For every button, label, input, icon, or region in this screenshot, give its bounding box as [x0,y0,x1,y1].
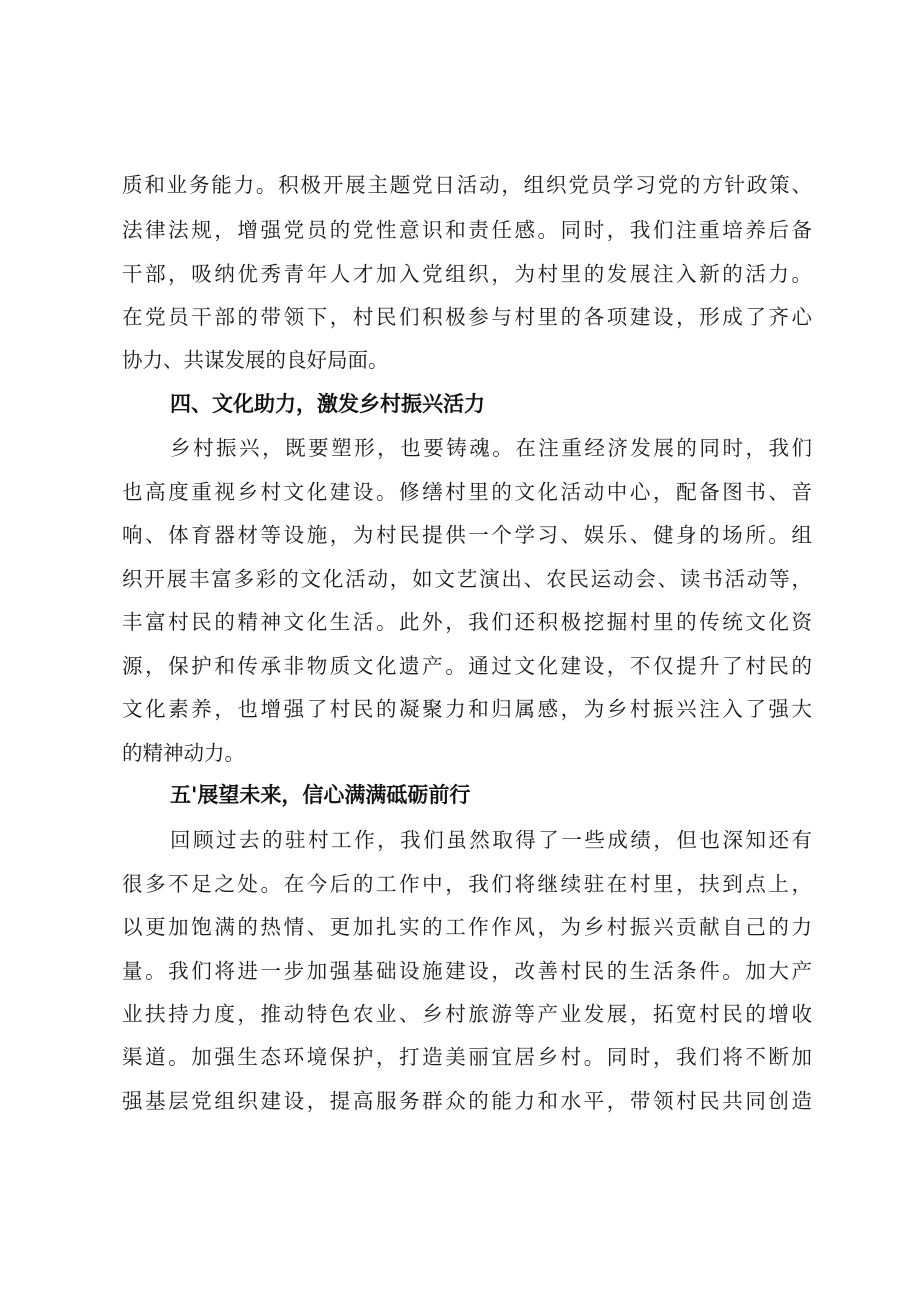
section-heading: 五'展望未来，信心满满砥砺前行 [170,783,471,807]
paragraph-line: 质和业务能力。积极开展主题党日活动，组织党员学习党的方针政策、 [122,173,812,197]
paragraph-line: 也高度重视乡村文化建设。修缮村里的文化活动中心，配备图书、音 [122,480,812,504]
paragraph-line: 织开展丰富多彩的文化活动，如文艺演出、农民运动会、读书活动等， [122,567,812,591]
section-heading: 四、文化助力，激发乡村振兴活力 [170,392,485,416]
paragraph-line: 文化素养，也增强了村民的凝聚力和归属感，为乡村振兴注入了强大 [122,697,812,721]
paragraph-line: 业扶持力度，推动特色农业、乡村旅游等产业发展，拓宽村民的增收 [122,1002,812,1026]
paragraph-line: 回顾过去的驻村工作，我们虽然取得了一些成绩，但也深知还有 [170,828,812,852]
paragraph-line: 强基层党组织建设，提高服务群众的能力和水平，带领村民共同创造 [122,1089,812,1113]
paragraph-line: 丰富村民的精神文化生活。此外，我们还积极挖掘村里的传统文化资 [122,610,812,634]
paragraph-line: 乡村振兴，既要塑形，也要铸魂。在注重经济发展的同时，我们 [170,436,812,460]
paragraph-line: 源，保护和传承非物质文化遗产。通过文化建设，不仅提升了村民的 [122,654,812,678]
paragraph-line: 响、体育器材等设施，为村民提供一个学习、娱乐、健身的场所。组 [122,523,812,547]
paragraph-line: 干部，吸纳优秀青年人才加入党组织，为村里的发展注入新的活力。 [122,262,812,286]
paragraph-line: 量。我们将进一步加强基础设施建设，改善村民的生活条件。加大产 [122,959,812,983]
paragraph-line: 在党员干部的带领下，村民们积极参与村里的各项建设，形成了齐心 [122,305,812,329]
paragraph-line: 渠道。加强生态环境保护，打造美丽宜居乡村。同时，我们将不断加 [122,1045,812,1069]
paragraph-line: 法律法规，增强党员的党性意识和责任感。同时，我们注重培养后备 [122,218,812,242]
paragraph-line: 协力、共谋发展的良好局面。 [122,348,389,372]
paragraph-line: 的精神动力。 [122,741,245,765]
paragraph-line: 以更加饱满的热情、更加扎实的工作作风，为乡村振兴贡献自己的力 [122,915,812,939]
paragraph-line: 很多不足之处。在今后的工作中，我们将继续驻在村里，扶到点上， [122,872,812,896]
